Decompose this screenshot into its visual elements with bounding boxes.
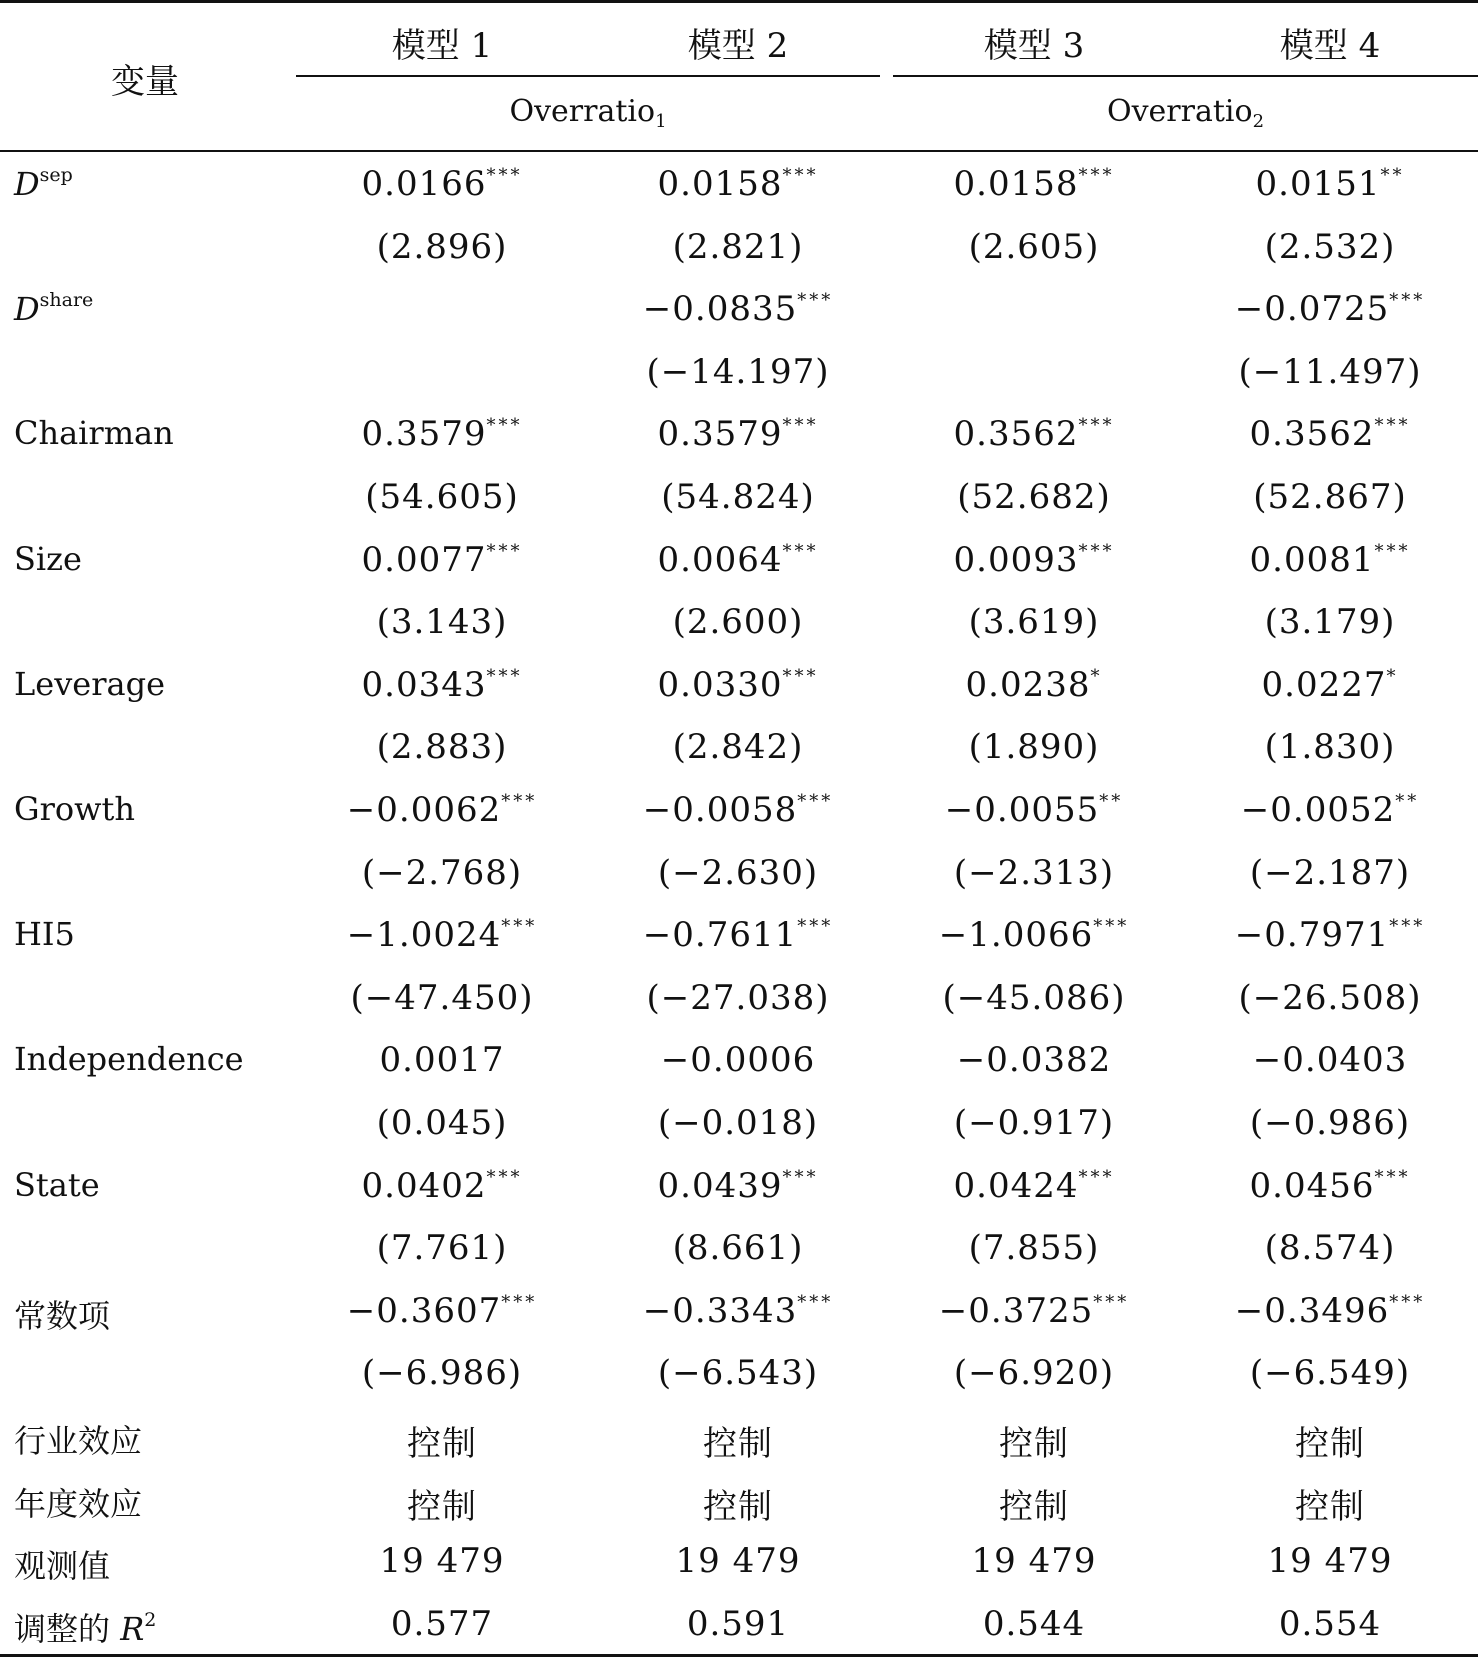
coef-value: −0.3496	[1234, 1291, 1390, 1331]
significance-stars: **	[1099, 791, 1124, 812]
coef-cell	[294, 915, 590, 955]
footer-cell: 控制	[407, 1487, 477, 1527]
coef-value: 0.0424	[953, 1166, 1079, 1206]
footer-row-label	[14, 1479, 142, 1525]
row-label: Independence	[14, 1040, 244, 1078]
t-stat-cell: (7.761)	[376, 1228, 508, 1268]
model-4-header: 模型 4	[1279, 26, 1381, 66]
row-label	[14, 164, 73, 203]
footer-label-text: 行业效应	[14, 1422, 143, 1460]
t-stat-cell: (2.605)	[968, 227, 1100, 267]
coef-cell	[886, 1166, 1182, 1206]
significance-stars: ***	[797, 791, 834, 812]
group-rule-1	[296, 75, 880, 77]
group-1-header	[296, 94, 880, 132]
coef-value: −0.0403	[1252, 1040, 1408, 1080]
row-label-sup: share	[39, 289, 94, 311]
footer-cell: 0.544	[982, 1604, 1086, 1644]
footer-label-text: 调整的	[14, 1610, 121, 1648]
coef-value: 0.3562	[953, 414, 1079, 454]
coef-cell	[886, 665, 1182, 705]
significance-stars: *	[1090, 666, 1103, 687]
footer-cell: 0.554	[1278, 1604, 1382, 1644]
row-label-base: D	[14, 290, 40, 328]
coef-value: −0.0052	[1240, 790, 1396, 830]
significance-stars: ***	[501, 1292, 538, 1313]
t-stat-cell: (0.045)	[376, 1103, 508, 1143]
t-stat-cell: (2.842)	[672, 727, 804, 767]
coef-value: 0.0158	[953, 164, 1079, 204]
coef-cell	[1182, 289, 1478, 329]
footer-cell: 19 479	[971, 1541, 1097, 1581]
significance-stars: ***	[1078, 415, 1115, 436]
significance-stars: ***	[1389, 290, 1426, 311]
coef-cell	[886, 414, 1182, 454]
footer-label-italic: R	[120, 1610, 145, 1648]
footer-cell: 0.577	[390, 1604, 494, 1644]
coef-value: 0.0238	[965, 665, 1091, 705]
t-stat-cell: (−6.543)	[657, 1353, 819, 1393]
t-stat-cell: (−26.508)	[1238, 978, 1422, 1018]
coef-value: −0.7971	[1234, 915, 1390, 955]
model-2-header: 模型 2	[687, 26, 789, 66]
row-label: 常数项	[14, 1297, 111, 1335]
group-rule-2	[893, 75, 1478, 77]
coef-cell	[1182, 915, 1478, 955]
coef-value: −0.0725	[1234, 289, 1390, 329]
t-stat-cell: (−2.313)	[953, 853, 1115, 893]
model-3-header: 模型 3	[983, 26, 1085, 66]
significance-stars: ***	[1374, 1167, 1411, 1188]
coef-cell	[590, 915, 886, 955]
coef-value: 0.0402	[361, 1166, 487, 1206]
t-stat-cell: (−47.450)	[350, 978, 534, 1018]
coef-cell	[1182, 1040, 1478, 1080]
t-stat-cell: (−6.549)	[1249, 1353, 1411, 1393]
significance-stars: ***	[486, 666, 523, 687]
coef-value: −1.0066	[938, 915, 1094, 955]
significance-stars: **	[1380, 165, 1405, 186]
t-stat-cell: (−6.920)	[953, 1353, 1115, 1393]
t-stat-cell: (−6.986)	[361, 1353, 523, 1393]
t-stat-cell: (−0.018)	[657, 1103, 819, 1143]
coef-cell	[1182, 164, 1478, 204]
significance-stars: ***	[797, 290, 834, 311]
coef-cell	[1182, 665, 1478, 705]
top-rule	[0, 0, 1478, 3]
coef-value: −0.3343	[642, 1291, 798, 1331]
t-stat-cell: (3.143)	[376, 602, 508, 642]
coef-value: 0.0330	[657, 665, 783, 705]
footer-cell: 控制	[703, 1487, 773, 1527]
significance-stars: ***	[486, 541, 523, 562]
coef-value: 0.0456	[1249, 1166, 1375, 1206]
t-stat-cell: (8.661)	[672, 1228, 804, 1268]
coef-cell	[1182, 414, 1478, 454]
coef-cell	[590, 164, 886, 204]
footer-cell: 控制	[703, 1424, 773, 1464]
coef-cell	[886, 1040, 1182, 1080]
significance-stars: **	[1395, 791, 1420, 812]
t-stat-cell: (3.179)	[1264, 602, 1396, 642]
t-stat-cell: (−14.197)	[646, 352, 830, 392]
coef-cell	[1182, 1291, 1478, 1331]
significance-stars: ***	[782, 165, 819, 186]
significance-stars: ***	[501, 916, 538, 937]
coef-cell	[294, 540, 590, 580]
coef-cell	[590, 1040, 886, 1080]
coef-value: −0.0062	[346, 790, 502, 830]
coef-value: −0.0006	[660, 1040, 816, 1080]
coef-cell	[294, 1040, 590, 1080]
coef-cell	[590, 540, 886, 580]
coef-cell	[590, 790, 886, 830]
significance-stars: ***	[1389, 1292, 1426, 1313]
significance-stars: ***	[782, 666, 819, 687]
group-1-subscript: 1	[655, 111, 667, 132]
t-stat-cell: (3.619)	[968, 602, 1100, 642]
footer-row-label	[14, 1604, 156, 1650]
significance-stars: ***	[1093, 916, 1130, 937]
coef-value: −0.0382	[956, 1040, 1112, 1080]
footer-row-label	[14, 1416, 142, 1462]
significance-stars: ***	[1374, 415, 1411, 436]
t-stat-cell: (1.890)	[968, 727, 1100, 767]
coef-value: −0.0835	[642, 289, 798, 329]
coef-value: 0.0227	[1261, 665, 1387, 705]
group-2-base: Overratio	[1106, 94, 1253, 129]
row-label: Leverage	[14, 665, 165, 703]
coef-cell	[1182, 540, 1478, 580]
t-stat-cell: (−2.630)	[657, 853, 819, 893]
coef-value: 0.3579	[361, 414, 487, 454]
significance-stars: ***	[797, 1292, 834, 1313]
row-label: Chairman	[14, 414, 174, 452]
t-stat-cell: (8.574)	[1264, 1228, 1396, 1268]
footer-row-label	[14, 1541, 110, 1587]
t-stat-cell: (1.830)	[1264, 727, 1396, 767]
coef-cell	[886, 164, 1182, 204]
coef-value: −0.3607	[346, 1291, 502, 1331]
coef-cell	[294, 1166, 590, 1206]
significance-stars: ***	[486, 415, 523, 436]
coef-cell	[886, 1291, 1182, 1331]
coef-cell	[1182, 790, 1478, 830]
group-2-header	[893, 94, 1478, 132]
footer-cell: 19 479	[379, 1541, 505, 1581]
bottom-rule	[0, 1654, 1478, 1657]
coef-cell	[886, 790, 1182, 830]
significance-stars: ***	[1078, 1167, 1115, 1188]
significance-stars: ***	[1078, 165, 1115, 186]
t-stat-cell: (52.867)	[1253, 477, 1407, 517]
row-label: Growth	[14, 790, 135, 828]
row-label: Size	[14, 540, 82, 578]
t-stat-cell: (54.605)	[365, 477, 519, 517]
coef-value: 0.3579	[657, 414, 783, 454]
coef-cell	[294, 164, 590, 204]
variable-header: 变量	[111, 62, 179, 102]
significance-stars: ***	[1389, 916, 1426, 937]
t-stat-cell: (2.896)	[376, 227, 508, 267]
t-stat-cell: (2.883)	[376, 727, 508, 767]
footer-cell: 控制	[1295, 1487, 1365, 1527]
t-stat-cell: (−0.917)	[953, 1103, 1115, 1143]
t-stat-cell: (−0.986)	[1249, 1103, 1411, 1143]
coef-value: 0.0081	[1249, 540, 1375, 580]
coef-cell	[294, 790, 590, 830]
coef-cell	[886, 540, 1182, 580]
significance-stars: ***	[501, 791, 538, 812]
t-stat-cell: (−11.497)	[1238, 352, 1422, 392]
coef-value: 0.0064	[657, 540, 783, 580]
coef-value: −1.0024	[346, 915, 502, 955]
coef-cell	[590, 1166, 886, 1206]
coef-cell	[294, 665, 590, 705]
header-rule	[0, 150, 1478, 152]
coef-value: 0.0017	[379, 1040, 505, 1080]
coef-cell	[294, 1291, 590, 1331]
t-stat-cell: (−45.086)	[942, 978, 1126, 1018]
t-stat-cell: (54.824)	[661, 477, 815, 517]
coef-value: −0.3725	[938, 1291, 1094, 1331]
coef-value: 0.3562	[1249, 414, 1375, 454]
footer-cell: 0.591	[686, 1604, 790, 1644]
footer-cell: 19 479	[1267, 1541, 1393, 1581]
coef-cell	[590, 1291, 886, 1331]
footer-cell: 控制	[407, 1424, 477, 1464]
significance-stars: ***	[486, 1167, 523, 1188]
t-stat-cell: (52.682)	[957, 477, 1111, 517]
significance-stars: ***	[1093, 1292, 1130, 1313]
row-label: State	[14, 1166, 100, 1204]
significance-stars: ***	[782, 415, 819, 436]
footer-cell: 控制	[1295, 1424, 1365, 1464]
significance-stars: ***	[782, 1167, 819, 1188]
model-1-header: 模型 1	[391, 26, 493, 66]
group-2-subscript: 2	[1252, 111, 1265, 132]
row-label-sup: sep	[39, 164, 73, 186]
coef-value: 0.0093	[953, 540, 1079, 580]
coef-value: 0.0077	[361, 540, 487, 580]
coef-value: 0.0439	[657, 1166, 783, 1206]
t-stat-cell: (−2.187)	[1249, 853, 1411, 893]
footer-cell: 控制	[999, 1424, 1069, 1464]
footer-cell: 19 479	[675, 1541, 801, 1581]
significance-stars: ***	[797, 916, 834, 937]
significance-stars: ***	[1374, 541, 1411, 562]
coef-cell	[1182, 1166, 1478, 1206]
row-label-base: D	[14, 165, 40, 203]
coef-value: 0.0151	[1255, 164, 1381, 204]
t-stat-cell: (−27.038)	[646, 978, 830, 1018]
t-stat-cell: (2.532)	[1264, 227, 1396, 267]
footer-label-text: 年度效应	[14, 1485, 143, 1523]
t-stat-cell: (7.855)	[968, 1228, 1100, 1268]
coef-value: −0.7611	[642, 915, 798, 955]
coef-cell	[590, 289, 886, 329]
group-1-base: Overratio	[509, 94, 656, 129]
coef-value: 0.0158	[657, 164, 783, 204]
footer-cell: 控制	[999, 1487, 1069, 1527]
footer-label-text: 观测值	[14, 1547, 111, 1585]
footer-label-sup: 2	[144, 1609, 157, 1631]
coef-value: 0.0166	[361, 164, 487, 204]
t-stat-cell: (2.600)	[672, 602, 804, 642]
coef-value: 0.0343	[361, 665, 487, 705]
coef-cell	[886, 915, 1182, 955]
significance-stars: ***	[486, 165, 523, 186]
significance-stars: ***	[782, 541, 819, 562]
significance-stars: ***	[1078, 541, 1115, 562]
significance-stars: *	[1386, 666, 1399, 687]
coef-cell	[590, 665, 886, 705]
row-label: HI5	[14, 915, 75, 953]
coef-cell	[590, 414, 886, 454]
t-stat-cell: (−2.768)	[361, 853, 523, 893]
coef-cell	[294, 414, 590, 454]
coef-value: −0.0055	[944, 790, 1100, 830]
row-label	[14, 289, 93, 328]
coef-value: −0.0058	[642, 790, 798, 830]
t-stat-cell: (2.821)	[672, 227, 804, 267]
